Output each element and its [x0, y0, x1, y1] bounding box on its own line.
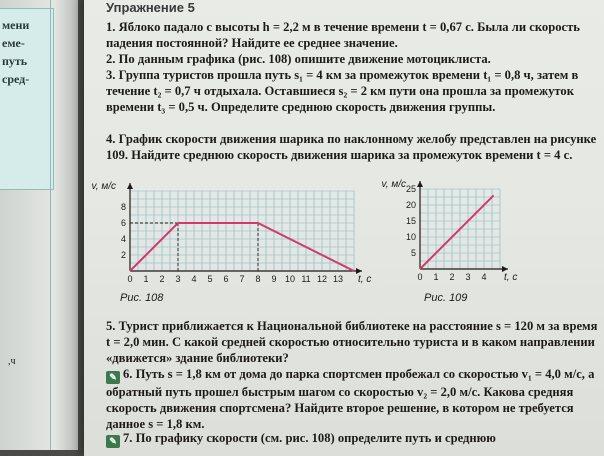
exercise-header: Упражнение 5 — [106, 0, 195, 15]
x-tick-label: 5 — [207, 274, 213, 284]
chart-fig-109 — [381, 172, 524, 290]
x-tick-label: 2 — [449, 272, 455, 282]
x-tick-label: 8 — [255, 274, 261, 284]
problem-2 — [106, 51, 600, 67]
chart-fig-108 — [91, 174, 384, 292]
x-tick-label: 6 — [223, 274, 229, 284]
x-tick-label: 2 — [159, 274, 165, 284]
problem-4 — [106, 131, 600, 163]
problem-text: 3. Группа туристов прошла путь s₁ = 4 км за промежуток времени t₁ = 0,8 ч, затем в течение t₂ = 0,7 ч отдыхала. Оставшиеся s₂ = 2 км пути она прошла за промежуток времени t₃ = 0,5 ч. Определите среднюю скорость движения группы. — [106, 68, 579, 114]
x-tick-label: 4 — [191, 274, 197, 284]
problem-text: ✎ 7. По графику скорости (см. рис. 108) определите путь и среднюю — [106, 430, 600, 448]
x-tick-label: 12 — [316, 274, 328, 284]
y-tick-label: 6 — [120, 218, 126, 228]
problem-text: 1. Яблоко падало с высоты h = 2,2 м в течение времени t = 0,67 с. Была ли скорость падения постоянной? Найдите ее среднее значение. — [106, 20, 580, 50]
textbook-page — [84, 0, 604, 456]
problem-text: 5. Турист приближается к Национальной библиотеке на расстояние s = 120 м за время t = 2,0 мин. С какой средней скоростью относительно туриста и в каком направлении «движется» здание библиотеки? — [106, 319, 598, 365]
problem-text: ✎ 6. Путь s = 1,8 км от дома до парка спортсмен пробежал со скоростью v₁ = 4,0 м/с, а обратный путь прошел быстрым шагом со скоростью v₂ = 2,0 м/с. Какова средняя скорость движения спортсмена? Найдите второе решение, в котором не требуется данное s = 1,8 км. — [106, 367, 595, 431]
x-axis-label: t, с — [358, 274, 372, 285]
y-tick-label: 10 — [405, 232, 416, 242]
y-axis-arrow — [417, 181, 423, 187]
x-tick-label: 0 — [127, 274, 133, 284]
x-tick-label: 1 — [143, 274, 149, 284]
caption-fig-109: Рис. 109 — [424, 292, 468, 304]
facing-page-rule — [50, 0, 51, 450]
y-tick-label: 25 — [405, 184, 416, 194]
facing-page — [0, 0, 78, 450]
x-axis-label: t, с — [504, 272, 518, 283]
problem-5 — [106, 318, 600, 366]
x-tick-label: 3 — [175, 274, 181, 284]
problem-6 — [106, 366, 600, 432]
y-tick-label: 4 — [120, 234, 126, 244]
facing-text-fragment: мени — [2, 18, 30, 32]
y-tick-label: 2 — [120, 250, 126, 260]
facing-mark: ,ч — [8, 356, 16, 367]
problem-text: 4. График скорости движения шарика по наклонному желобу представлен на рисунке 109. Найдите среднюю скорость движения шарика за промежуток времени t = 4 с. — [106, 132, 597, 162]
x-tick-label: 3 — [465, 272, 471, 282]
problem-text: 2. По данным графика (рис. 108) опишите движение мотоциклиста. — [106, 52, 491, 66]
pencil-icon: ✎ — [106, 371, 120, 384]
y-axis-arrow — [127, 183, 133, 189]
x-tick-label: 0 — [417, 272, 423, 282]
problem-3 — [106, 67, 600, 115]
problem-1 — [106, 19, 600, 51]
x-tick-label: 9 — [271, 274, 277, 284]
x-tick-label: 1 — [433, 272, 439, 282]
facing-text-fragment: путь — [2, 54, 28, 68]
y-tick-label: 20 — [405, 200, 416, 210]
caption-fig-108: Рис. 108 — [120, 292, 164, 304]
x-tick-label: 10 — [284, 274, 296, 284]
x-tick-label: 11 — [301, 274, 311, 284]
y-axis-label: v, м/с — [91, 181, 116, 192]
velocity-line — [420, 195, 494, 269]
x-tick-label: 13 — [332, 274, 344, 284]
y-tick-label: 5 — [410, 248, 416, 258]
y-axis-label: v, м/с — [381, 179, 406, 190]
y-tick-label: 15 — [405, 216, 416, 226]
y-tick-label: 8 — [120, 202, 126, 212]
pencil-icon: ✎ — [106, 435, 120, 448]
x-tick-label: 7 — [239, 274, 245, 284]
facing-text-fragment: еме- — [2, 36, 25, 50]
problem-7 — [106, 430, 600, 448]
facing-text-fragment: сред- — [2, 72, 30, 86]
x-tick-label: 4 — [481, 272, 487, 282]
